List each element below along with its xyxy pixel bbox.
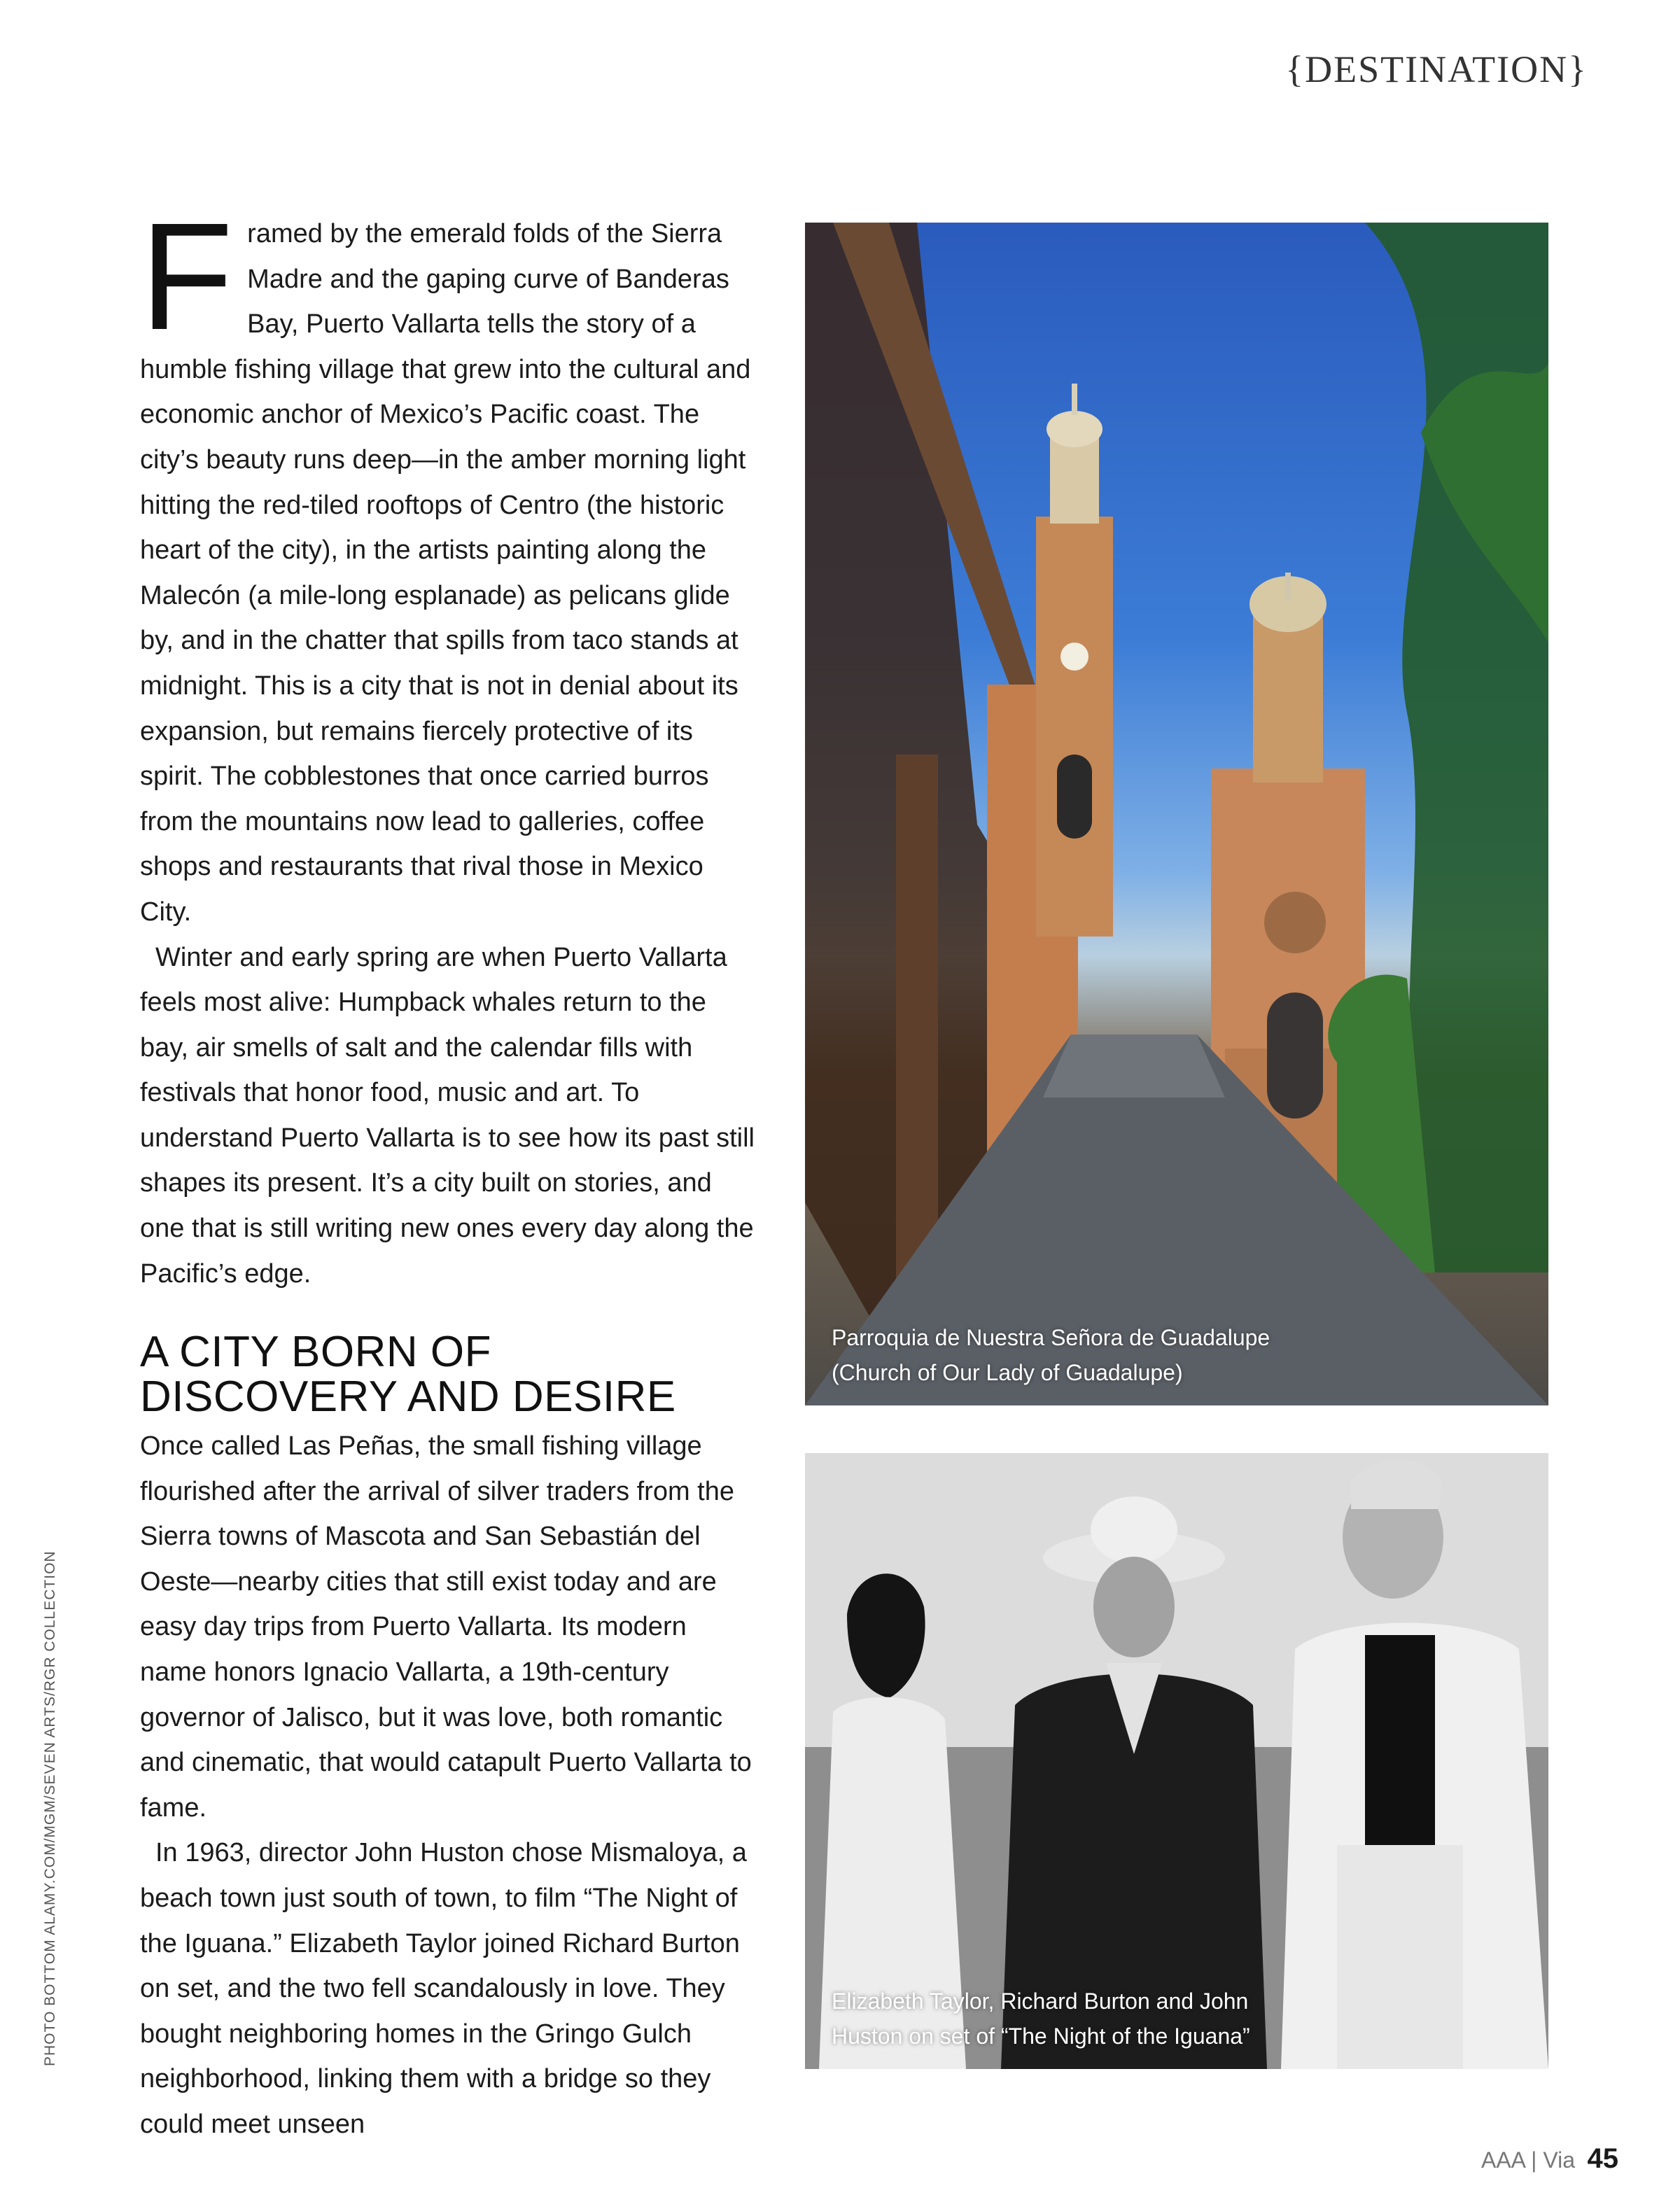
paragraph-2: Winter and early spring are when Puerto Vallarta feels most alive: Humpback whales return to the bay, air smells of salt and the calendar fills with festivals that honor food, music and art. To understand Puerto Vallarta is to see how its past still shapes its present. It’s a city built on stories, and one that is still writing new ones every day along the Pacific’s edge.: [140, 942, 755, 1289]
paragraph-4: In 1963, director John Huston chose Mismaloya, a beach town just south of town, to film “The Night of the Iguana.” Elizabeth Taylor joined Richard Burton on set, and the two fell scandalously in love. They bought neighboring homes in the Gringo Gulch neighborhood, linking them with a bridge so they could meet unseen: [140, 1838, 747, 2139]
intro-paragraph: [140, 192, 756, 935]
church-photo: [805, 223, 1548, 1405]
heading-line-1: A CITY BORN OF: [140, 1328, 491, 1376]
magazine-name: AAA | Via: [1480, 2147, 1575, 2173]
drop-cap: F: [140, 192, 234, 362]
caption-line-1: Elizabeth Taylor, Richard Burton and John: [832, 1989, 1249, 2014]
caption-line-1: Parroquia de Nuestra Señora de Guadalupe: [832, 1325, 1270, 1350]
section-heading: [140, 1330, 770, 1419]
paragraph-3: Once called Las Peñas, the small fishing village flourished after the arrival of silver traders from the Sierra towns of Mascota and San Sebastián del Oeste—nearby cities that still exist today and are easy day trips from Puerto Vallarta. Its modern name honors Ignacio Vallarta, a 19th-century governor of Jalisco, but it was love, both romantic and cinematic, that would catapult Puerto Vallarta to fame.: [140, 1431, 752, 1823]
caption-line-2: Huston on set of “The Night of the Iguana”: [832, 2024, 1250, 2049]
photo-credit: PHOTO BOTTOM ALAMY.COM/MGM/SEVEN ARTS/RGR COLLECTION: [42, 1550, 58, 2066]
page-number: 45: [1587, 2143, 1618, 2174]
church-illustration: [805, 223, 1548, 1405]
article-column-top: [140, 192, 756, 1296]
caption-line-2: (Church of Our Lady of Guadalupe): [832, 1360, 1183, 1385]
section-tag: {DESTINATION}: [1285, 48, 1588, 90]
heading-line-2: DISCOVERY AND DESIRE: [140, 1373, 676, 1421]
film-set-photo: [805, 1453, 1548, 2069]
film-set-photo-caption: [832, 1984, 1462, 2054]
article-column-bottom: [140, 1424, 756, 2147]
intro-text: ramed by the emerald folds of the Sierra Madre and the gaping curve of Banderas Bay, Puerto Vallarta tells the story of a humble fishing village that grew into the cultural and economic anchor of Mexico’s Pacific coast. The city’s beauty runs deep—in the amber morning light hitting the red-tiled rooftops of Centro (the historic heart of the city), in the artists painting along the Malecón (a mile-long esplanade) as pelicans glide by, and in the chatter that spills from taco stands at midnight. This is a city that is not in denial about its expansion, but remains fiercely protective of its spirit. The cobblestones that once carried burros from the mountains now lead to galleries, coffee shops and restaurants that rival those in Mexico City.: [140, 219, 751, 927]
church-photo-caption: [832, 1320, 1462, 1390]
film-set-illustration: [805, 1453, 1548, 2069]
